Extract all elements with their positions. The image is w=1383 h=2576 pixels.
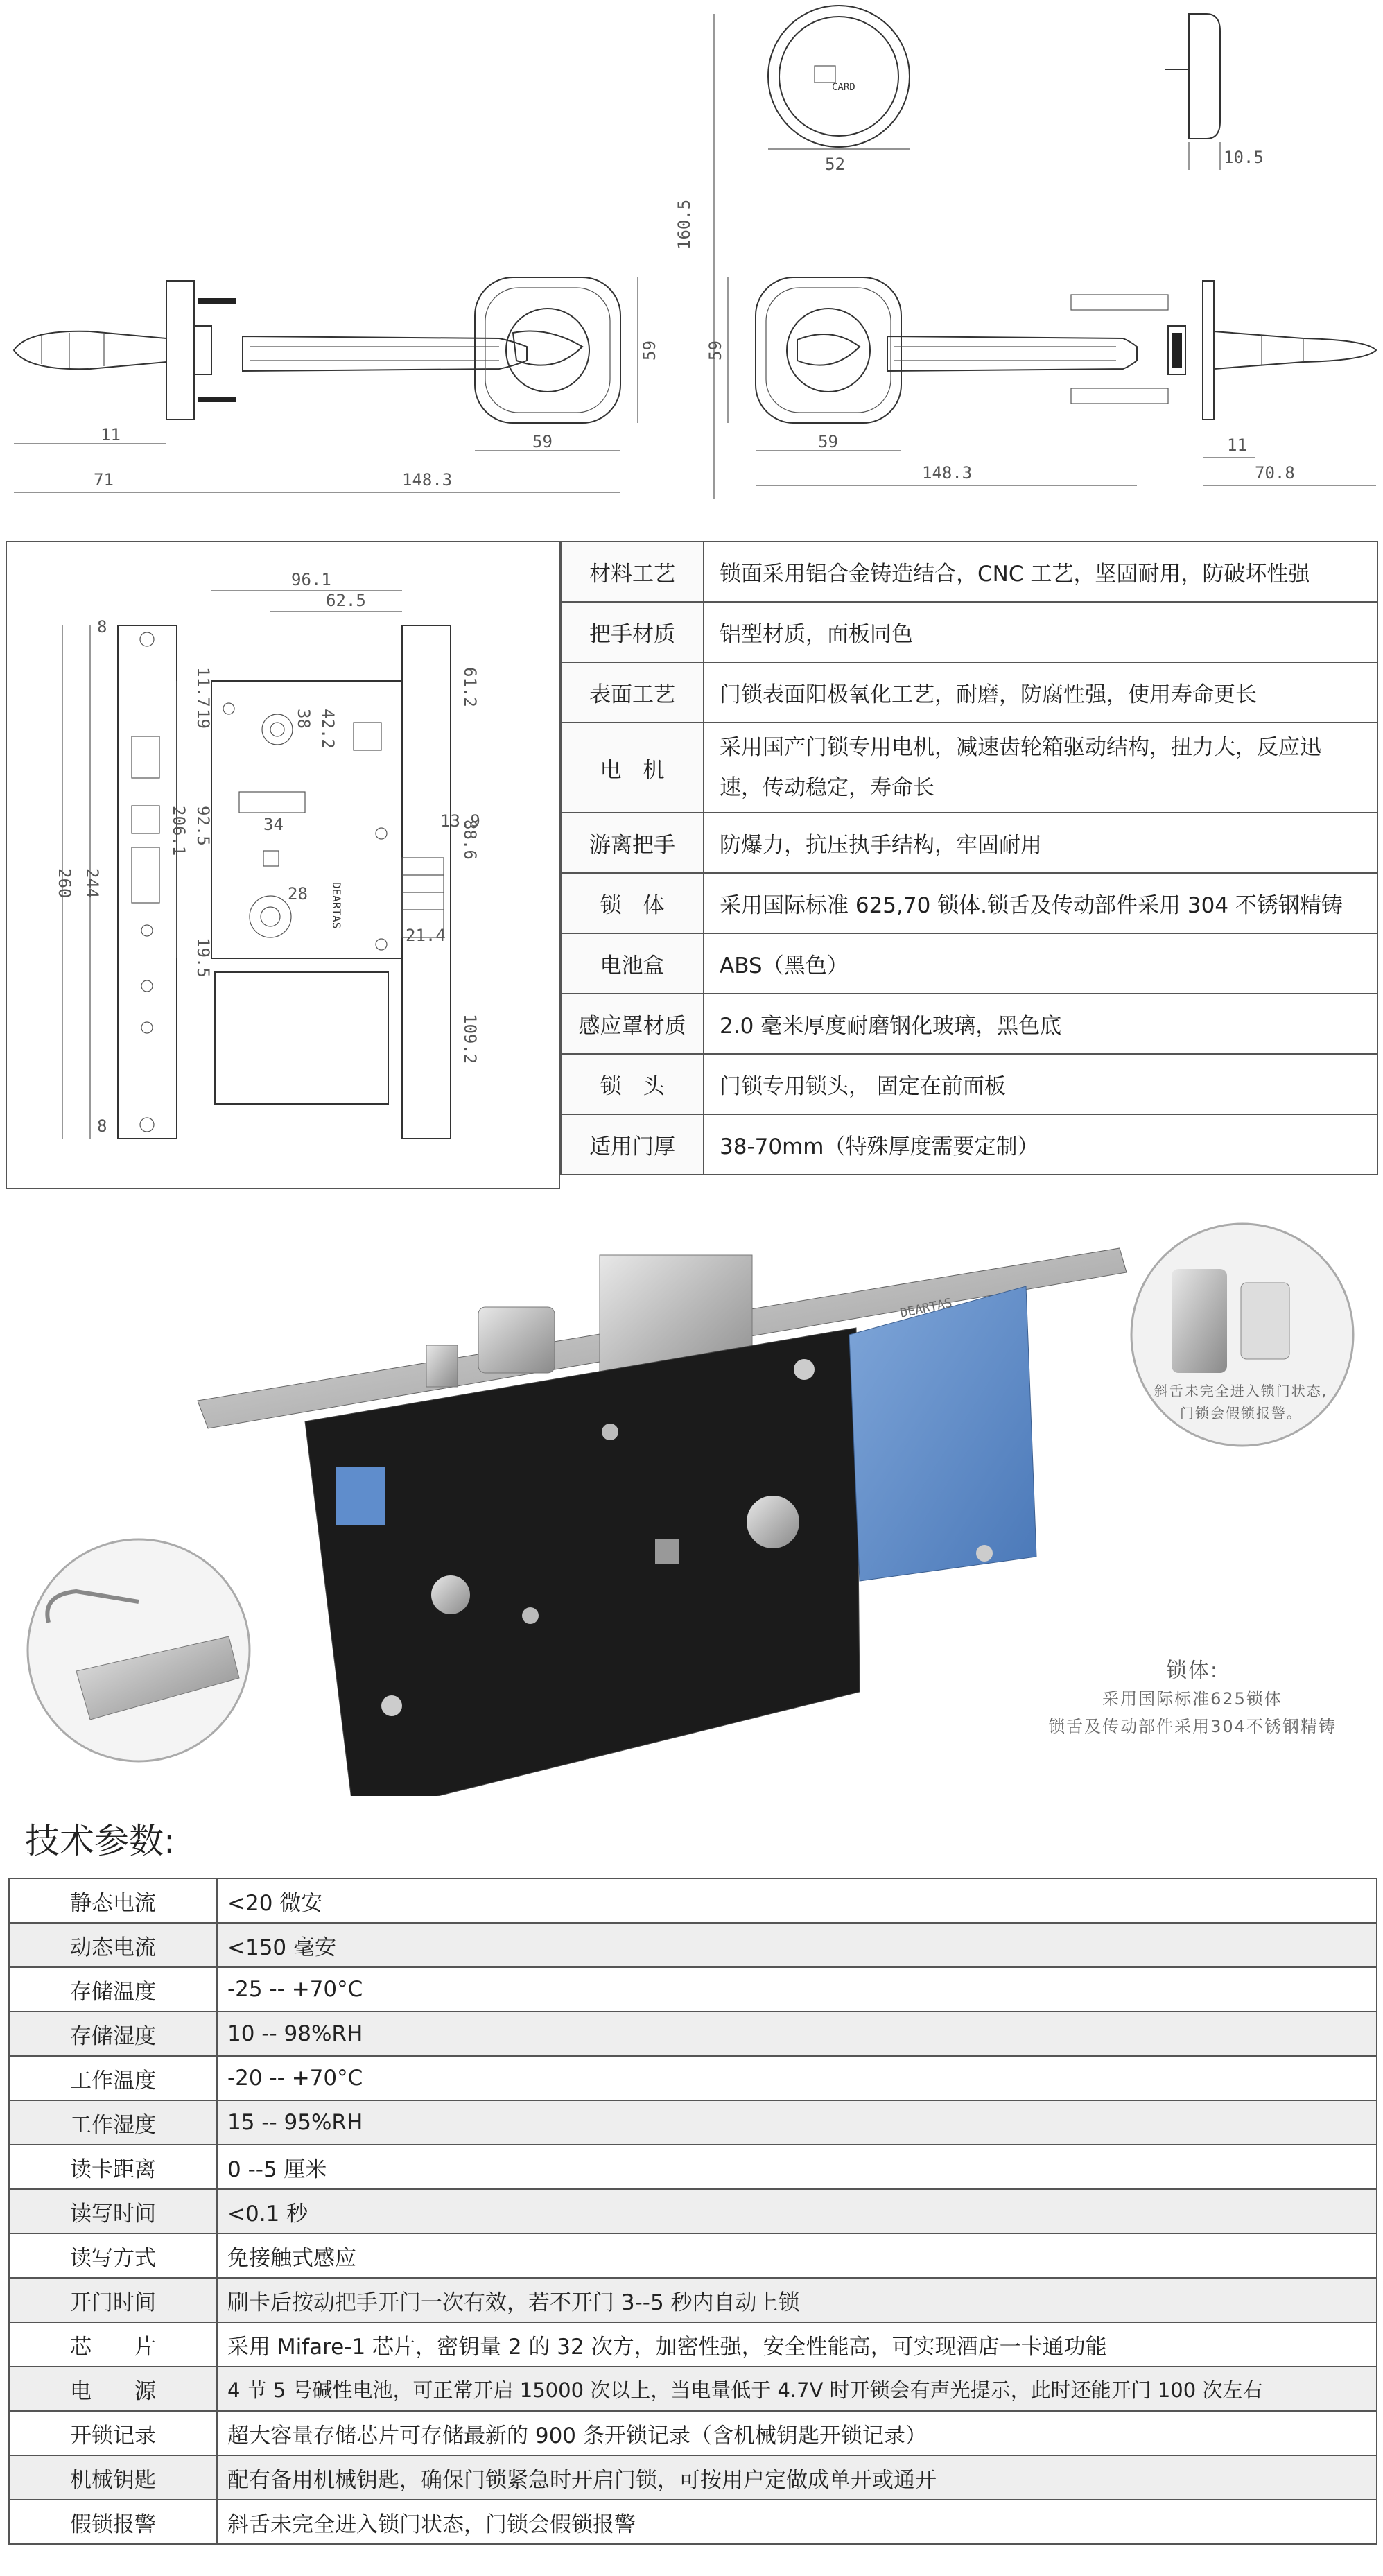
- table-row: [9, 1967, 1377, 2012]
- dim-label: 260: [55, 868, 74, 899]
- dim-label: 148.3: [922, 463, 973, 483]
- lock-caption-title: 锁体:: [1165, 1659, 1219, 1683]
- dim-label: 59: [706, 340, 725, 361]
- table-row: [9, 2012, 1377, 2056]
- spec-value: 2.0 毫米厚度耐磨钢化玻璃，黑色底: [704, 994, 1377, 1054]
- param-key: 假锁报警: [9, 2500, 217, 2544]
- handle-right-assembly: [706, 277, 1376, 485]
- handle-left-assembly: [14, 277, 659, 492]
- table-row: [9, 1923, 1377, 1967]
- param-key: 读写方式: [9, 2233, 217, 2278]
- dim-label: 19: [193, 709, 213, 729]
- param-key: 动态电流: [9, 1923, 217, 1967]
- dim-label: 10.5: [1224, 148, 1264, 167]
- table-row: [561, 873, 1377, 933]
- tech-params-title: 技术参数:: [25, 1821, 175, 1861]
- table-row: [561, 542, 1377, 602]
- dim-label: 42.2: [318, 709, 338, 749]
- param-key: 静态电流: [9, 1878, 217, 1923]
- dim-label: 160.5: [675, 199, 694, 250]
- param-value: <20 微安: [217, 1878, 1377, 1923]
- dim-label: 21.4: [406, 926, 446, 945]
- table-row: [561, 813, 1377, 873]
- material-spec-table: [560, 541, 1378, 1175]
- dim-label: 28: [288, 884, 308, 904]
- spec-value: 38-70mm（特殊厚度需要定制）: [704, 1114, 1377, 1175]
- param-value: -25 -- +70°C: [217, 1967, 1377, 2012]
- dim-label: 61.2: [460, 667, 480, 707]
- dim-label: 19.5: [193, 937, 213, 978]
- table-row: [9, 2056, 1377, 2100]
- table-row: [561, 602, 1377, 662]
- dim-label: 70.8: [1255, 463, 1295, 483]
- spec-value: 防爆力，抗压执手结构，牢固耐用: [704, 813, 1377, 873]
- dim-label: 206.1: [169, 806, 189, 856]
- param-value: 刷卡后按动把手开门一次有效，若不开门 3--5 秒内自动上锁: [217, 2278, 1377, 2322]
- param-value: <0.1 秒: [217, 2189, 1377, 2233]
- card-reader-side-view: [1165, 14, 1264, 170]
- param-key: 工作湿度: [9, 2100, 217, 2145]
- param-value: 10 -- 98%RH: [217, 2012, 1377, 2056]
- param-key: 工作温度: [9, 2056, 217, 2100]
- param-key: 读卡距离: [9, 2145, 217, 2189]
- spec-key: 电池盒: [561, 933, 704, 994]
- param-value: 0 --5 厘米: [217, 2145, 1377, 2189]
- param-value: 采用 Mifare-1 芯片，密钥量 2 的 32 次方，加密性强，安全性能高，可实现酒店一卡通功能: [217, 2322, 1377, 2367]
- lock-caption-line: 采用国际标准625锁体: [1102, 1689, 1282, 1709]
- spec-value: 门锁表面阳极氧化工艺，耐磨，防腐性强，使用寿命更长: [704, 662, 1377, 723]
- param-key: 开锁记录: [9, 2411, 217, 2455]
- spec-key: 游离把手: [561, 813, 704, 873]
- param-key: 开门时间: [9, 2278, 217, 2322]
- detail-caption-line: 斜舌未完全进入锁门状态,: [1154, 1383, 1328, 1399]
- table-row: [9, 2100, 1377, 2145]
- mortise-brand: DEARTAS: [330, 882, 343, 929]
- param-value: 超大容量存储芯片可存储最新的 900 条开锁记录（含机械钥匙开锁记录）: [217, 2411, 1377, 2455]
- table-row: [9, 1878, 1377, 1923]
- dim-label: 71: [94, 470, 114, 490]
- spec-key: 电 机: [561, 723, 704, 813]
- spec-value: 采用国产门锁专用电机，减速齿轮箱驱动结构，扭力大，反应迅速，传动稳定，寿命长: [704, 723, 1377, 813]
- dim-label: 52: [825, 155, 845, 174]
- table-row: [9, 2145, 1377, 2189]
- spec-key: 材料工艺: [561, 542, 704, 602]
- param-value: 配有备用机械钥匙，确保门锁紧急时开启门锁，可按用户定做成单开或通开: [217, 2455, 1377, 2500]
- spec-value: 门锁专用锁头， 固定在前面板: [704, 1054, 1377, 1114]
- dim-label: 34: [263, 815, 284, 834]
- table-row: [9, 2189, 1377, 2233]
- dim-label: 59: [532, 432, 553, 451]
- dim-label: 59: [818, 432, 838, 451]
- spec-key: 把手材质: [561, 602, 704, 662]
- param-key: 机械钥匙: [9, 2455, 217, 2500]
- spec-value: 锁面采用铝合金铸造结合，CNC 工艺，坚固耐用，防破坏性强: [704, 542, 1377, 602]
- table-row: [561, 662, 1377, 723]
- mortise-technical-drawing: [7, 542, 559, 1188]
- tech-params-table: [8, 1878, 1377, 2545]
- param-key: 芯 片: [9, 2322, 217, 2367]
- dim-label: 13.9: [440, 811, 480, 831]
- param-value: <150 毫安: [217, 1923, 1377, 1967]
- dim-label: 92.5: [193, 806, 213, 846]
- param-key: 电 源: [9, 2367, 217, 2411]
- dim-label: 38: [294, 709, 313, 729]
- param-key: 存储温度: [9, 1967, 217, 2012]
- table-row: [561, 1114, 1377, 1175]
- table-row: [561, 1054, 1377, 1114]
- spec-key: 适用门厚: [561, 1114, 704, 1175]
- table-row: [9, 2367, 1377, 2411]
- table-row: [9, 2322, 1377, 2367]
- dim-label: 8: [97, 617, 107, 637]
- lock-body-caption: [1012, 1657, 1373, 1740]
- detail-caption-line: 门锁会假锁报警。: [1180, 1405, 1302, 1421]
- dim-label: 109.2: [460, 1014, 480, 1064]
- param-value: 15 -- 95%RH: [217, 2100, 1377, 2145]
- table-row: [9, 2233, 1377, 2278]
- dim-label: 11: [101, 425, 121, 444]
- param-value: -20 -- +70°C: [217, 2056, 1377, 2100]
- handle-technical-drawing: [0, 0, 1383, 527]
- spec-value: 采用国际标准 625,70 锁体.锁舌及传动部件采用 304 不锈钢精铸: [704, 873, 1377, 933]
- card-reader-front-view: [768, 6, 910, 174]
- dim-label: 96.1: [291, 570, 331, 589]
- table-row: [561, 723, 1377, 813]
- param-key: 读写时间: [9, 2189, 217, 2233]
- card-label: CARD: [832, 82, 855, 93]
- spec-value: ABS（黑色）: [704, 933, 1377, 994]
- spec-key: 表面工艺: [561, 662, 704, 723]
- detail-caption: [1137, 1380, 1345, 1424]
- param-value: 4 节 5 号碱性电池，可正常开启 15000 次以上，当电量低于 4.7V 时开锁会有声光提示，此时还能开门 100 次左右: [217, 2367, 1377, 2411]
- table-row: [9, 2411, 1377, 2455]
- lock-caption-line: 锁舌及传动部件采用304不锈钢精铸: [1048, 1717, 1337, 1736]
- dim-label: 11.7: [193, 667, 213, 707]
- table-row: [9, 2455, 1377, 2500]
- param-value: 斜舌未完全进入锁门状态，门锁会假锁报警: [217, 2500, 1377, 2544]
- latch-bolt: [478, 1307, 555, 1373]
- dim-label: 11: [1227, 435, 1247, 455]
- table-row: [561, 994, 1377, 1054]
- dim-label: 62.5: [326, 591, 366, 610]
- spec-key: 感应罩材质: [561, 994, 704, 1054]
- spec-value: 铝型材质，面板同色: [704, 602, 1377, 662]
- dim-label: 59: [640, 340, 659, 361]
- dim-label: 244: [82, 868, 102, 899]
- photo-brand: DEARTAS: [898, 1295, 954, 1321]
- table-row: [561, 933, 1377, 994]
- param-value: 免接触式感应: [217, 2233, 1377, 2278]
- dim-label: 8: [97, 1116, 107, 1136]
- table-row: [9, 2500, 1377, 2544]
- dim-label: 88.6: [460, 820, 480, 860]
- param-key: 存储湿度: [9, 2012, 217, 2056]
- table-row: [9, 2278, 1377, 2322]
- spec-key: 锁 体: [561, 873, 704, 933]
- dim-label: 148.3: [402, 470, 453, 490]
- spec-key: 锁 头: [561, 1054, 704, 1114]
